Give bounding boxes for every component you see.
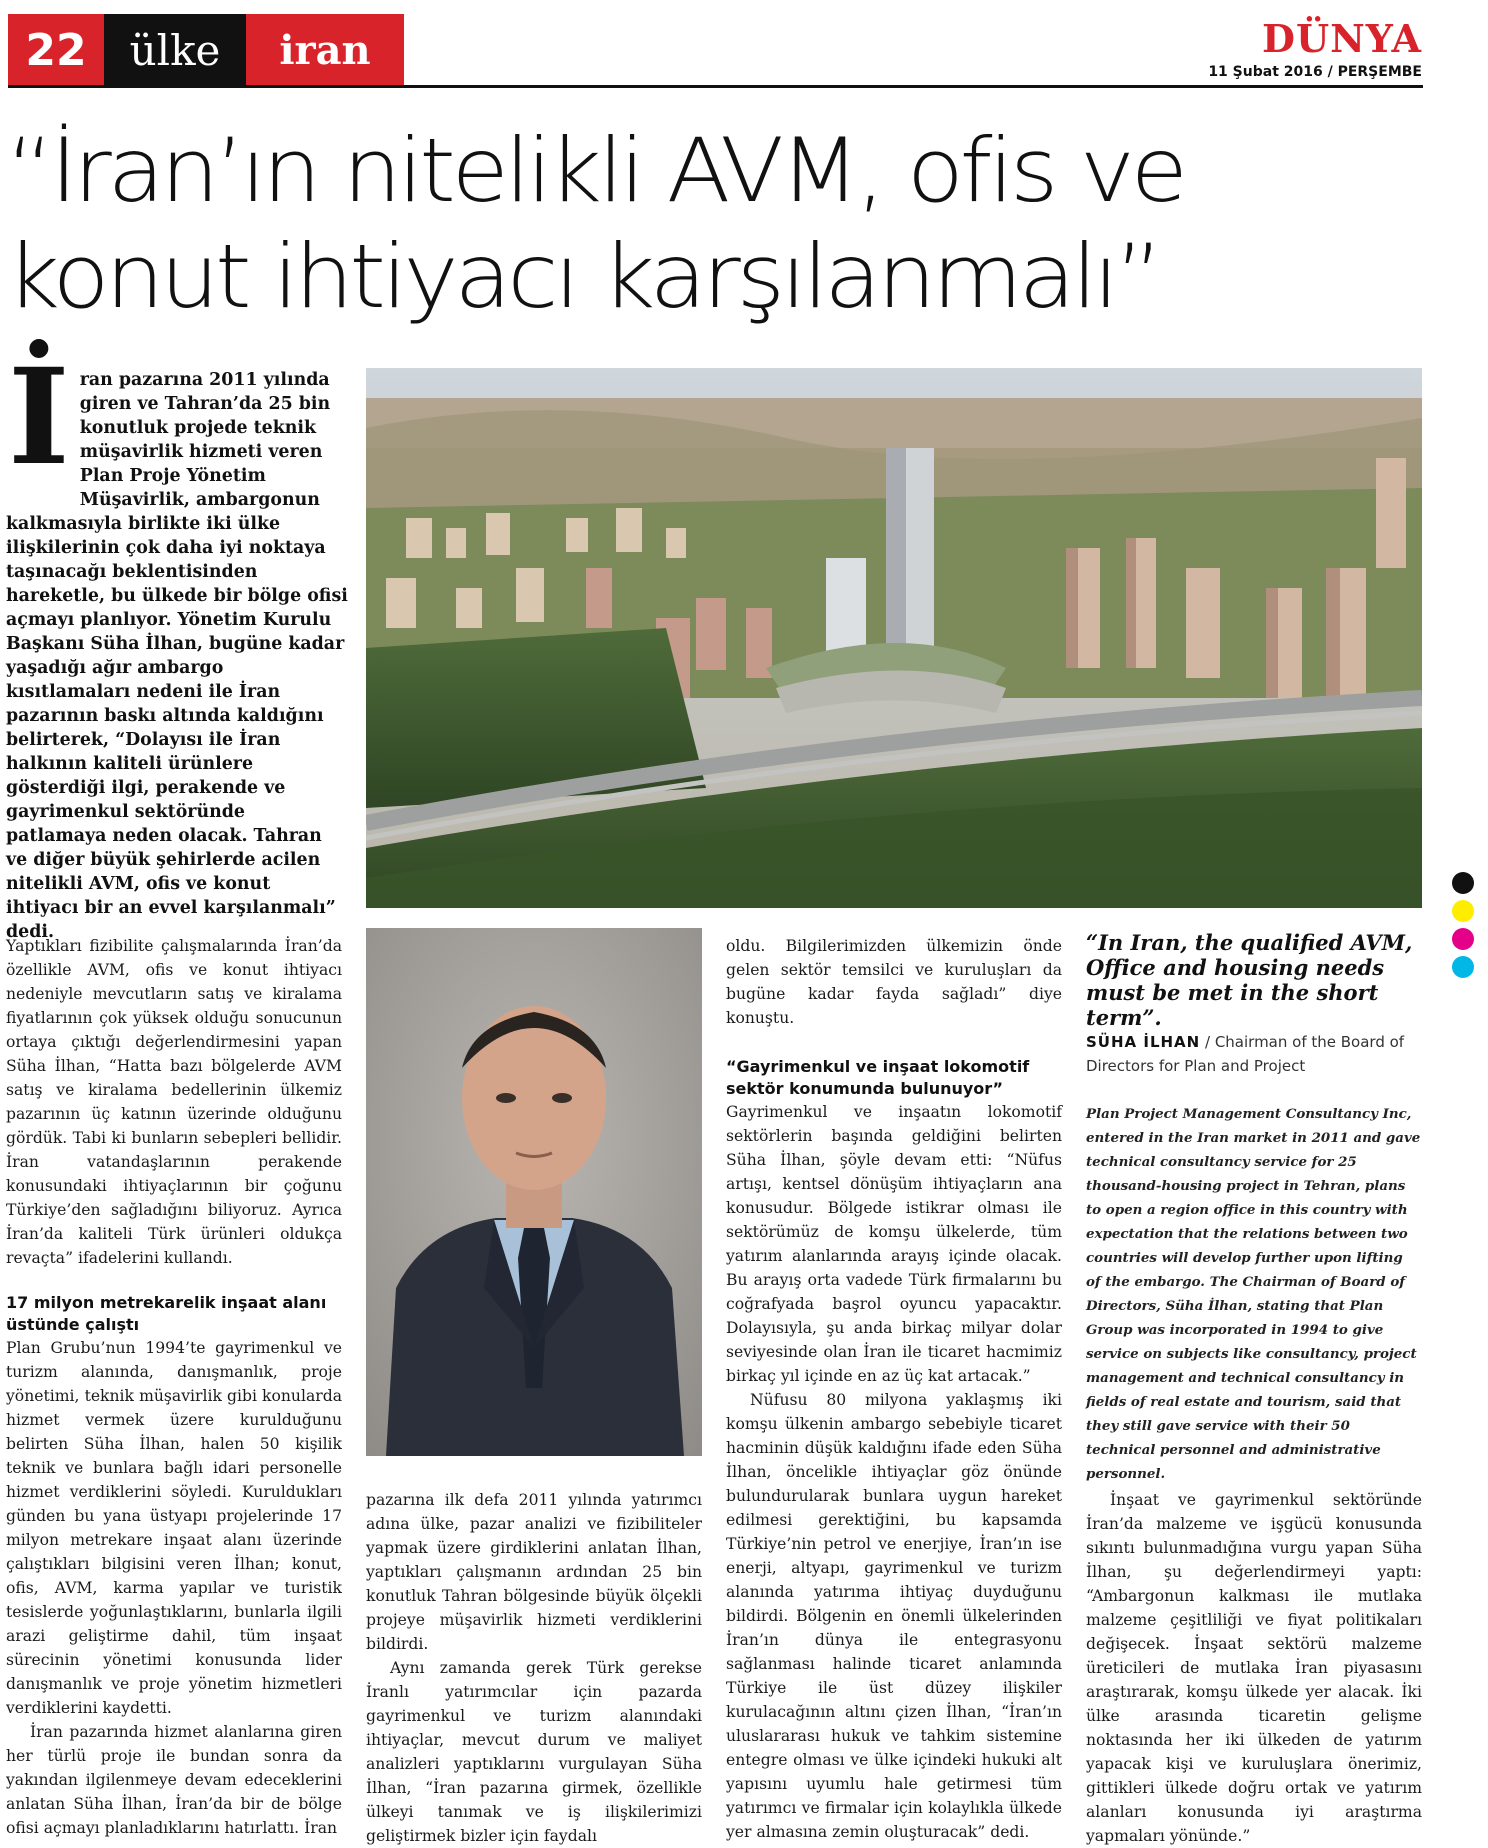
registration-mark-yellow bbox=[1452, 900, 1474, 922]
english-summary: Plan Project Management Consultancy Inc, entered in the Iran market in 2011 and gave technical consultancy service for 25 thousand-housing project in Tehran, plans to open a region office in this country with expectation that the relations between two countries will develop further upon lifting of the embargo. The Chairman of Board of Directors, Süha İlhan, stating that Plan Group was incorporated in 1994 to give service on subjects like consultancy, project management and technical consultancy in fields of real estate and tourism, said that they still gave service with their 50 technical personnel and administrative personnel. bbox=[1086, 1106, 1421, 1482]
registration-mark-black bbox=[1452, 872, 1474, 894]
portrait-illustration bbox=[366, 928, 702, 1456]
drop-cap: İ bbox=[8, 340, 70, 495]
byline-name: SÜHA İLHAN bbox=[1086, 1033, 1201, 1051]
byline-title: / Chairman of the Board of Directors for Plan and Project bbox=[1086, 1033, 1405, 1075]
lead-paragraph bbox=[6, 340, 348, 944]
byline bbox=[1086, 1030, 1422, 1078]
body-column-1 bbox=[6, 934, 342, 1840]
headline-line-1: “İran’ın nitelikli AVM, ofis ve bbox=[6, 119, 1184, 222]
newspaper-logo: DÜNYA bbox=[1261, 16, 1422, 61]
subheading: 17 milyon metrekarelik inşaat alanı üstünde çalıştı bbox=[6, 1293, 327, 1334]
body-paragraph: İnşaat ve gayrimenkul sektöründe İran’da malzeme ve işgücü konusunda sıkıntı bulunmadığına vurgu yapan Süha İlhan, şu değerlendirmeyi yaptı: “Ambargonun kalkması ile mutlaka malzeme çeşitliliği ve fiyat politikaları değişecek. İnşaat sektörü malzeme üreticileri de mutlaka İran piyasasını araştırarak, komşu ülkede yer alacak. İki ülke arasında ticaretin gelişme noktasında her iki ülkeden de yatırım yapacak kişi ve kuruluşlara önerimiz, gittikleri ülkede doğru ortak ve yatırım alanları konusunda iyi araştırma yapmaları yönünde.” bbox=[1086, 1491, 1422, 1845]
section-label: ülke bbox=[104, 14, 246, 86]
pull-quote: “In Iran, the qualified AVM, Office and housing needs must be met in the short term”. bbox=[1086, 930, 1413, 1030]
body-paragraph: pazarına ilk defa 2011 yılında yatırımcı adına ülke, pazar analizi ve fizibiliteler yapmak üzere girdiklerini anlatan İlhan, yaptıkları çalışmanın ardından 25 bin konutluk Tahran bölgesinde büyük ölçekli projeye müşavirlik hizmeti verdiklerini bildirdi. bbox=[366, 1491, 702, 1653]
body-paragraph: oldu. Bilgilerimizden ülkemizin önde gelen sektör temsilci ve kuruluşları da bugüne kadar fayda sağladı” diye konuştu. bbox=[726, 937, 1062, 1027]
issue-date: 11 Şubat 2016 / PERŞEMBE bbox=[1208, 64, 1422, 80]
page-number: 22 bbox=[8, 14, 104, 86]
body-paragraph: Aynı zamanda gerek Türk gerekse İranlı yatırımcılar için pazarda gayrimenkul ve turizm alanındaki ihtiyaçlar, mevcut durum ve maliyet analizleri yaptıklarını vurgulayan Süha İlhan, “İran pazarına girmek, özellikle ülkeyi tanımak ve iş ilişkilerimizi geliştirmek bizler için faydalı bbox=[366, 1659, 702, 1845]
registration-mark-cyan bbox=[1452, 956, 1474, 978]
body-column-2 bbox=[366, 1488, 702, 1848]
body-paragraph: Gayrimenkul ve inşaatın lokomotif sektörlerin başında geldiğini belirten Süha İlhan, şöyle devam etti: “Nüfus artışı, kentsel dönüşüm ihtiyaçların ana konusudur. Bölgede istikrar olması ile sektörümüz de komşu ülkelerde, tüm yatırım alanlarında arayış içinde olacak. Bu arayış orta vadede Türk firmalarını bu coğrafyada başrol oyuncu yapacaktır. Dolayısıyla, şu anda birkaç milyar dolar seviyesinde olan İran ile ticaret hacmimiz birkaç yıl içinde en az üç kat artacak.” bbox=[726, 1103, 1062, 1385]
body-column-4 bbox=[1086, 1488, 1422, 1848]
body-paragraph: İran pazarında hizmet alanlarına giren her türlü proje ile bundan sonra da yakından ilgilenmeye devam edeceklerini anlatan Süha İlhan, İran’da bir de bölge ofisi açmayı planladıklarını hatırlattı. İran bbox=[6, 1723, 342, 1837]
headline-line-2: konut ihtiyacı karşılanmalı” bbox=[6, 225, 1160, 328]
subheading: “Gayrimenkul ve inşaat lokomotif sektör konumunda bulunuyor” bbox=[726, 1057, 1030, 1098]
body-column-3 bbox=[726, 934, 1062, 1844]
subsection-label: iran bbox=[246, 14, 404, 86]
header-rule bbox=[8, 85, 1423, 88]
headline bbox=[6, 118, 1278, 330]
body-paragraph: Plan Grubu’nun 1994’te gayrimenkul ve turizm alanında, danışmanlık, proje yönetimi, teknik müşavirlik gibi konularda hizmet vermek üzere kurulduğunu belirten Süha İlhan, halen 50 kişilik teknik ve bunlara bağlı idari personelle hizmet verdiklerini söyledi. Kuruldukları günden bu yana üstyapı projelerinde 17 milyon metrekare inşaat alanı üzerinde çalıştıkları bilgisini veren İlhan; konut, ofis, AVM, karma yapılar ve turistik tesislerde yoğunlaştıklarını, bunlarla ilgili arazi geliştirme dahil, tüm inşaat sürecinin yönetimi konusunda lider danışmanlık ve proje yönetim hizmetleri verdiklerini kaydetti. bbox=[6, 1339, 342, 1717]
body-paragraph: Yaptıkları fizibilite çalışmalarında İran’da özellikle AVM, ofis ve konut ihtiyacı nedeniyle mevcutların satış ve kiralama fiyatlarının çok yüksek olduğu sonucunun ortaya çıktığı değerlendirmesini yapan Süha İlhan, “Hatta bazı bölgelerde AVM satış ve kiralama bedellerinin ülkemiz pazarının üç katının üzerinde olduğunu gördük. Tabi ki bunların sebepleri bellidir. İran vatandaşlarının perakende konusundaki ihtiyaçlarının bir çoğunu Türkiye’den sağladığını biliyoruz. Ayrıca İran’da kaliteli Türk ürünleri oldukça revaçta” ifadelerini kullandı. bbox=[6, 937, 342, 1267]
lead-text: ran pazarına 2011 yılında giren ve Tahran’da 25 bin konutluk projede teknik müşavirlik hizmeti veren Plan Proje Yönetim Müşavirlik, ambargonun kalkmasıyla birlikte iki ülke ilişkilerinin çok daha iyi noktaya taşınacağı beklentisinden hareketle, bu ülkede bir bölge ofisi açmayı planlıyor. Yönetim Kurulu Başkanı Süha İlhan, bugüne kadar yaşadığı ağır ambargo kısıtlamaları nedeni ile İran pazarının baskı altında kaldığını belirterek, “Dolayısı ile İran halkının kaliteli ürünlere gösterdiği ilgi, perakende ve gayrimenkul sektöründe patlamaya neden olacak. Tahran ve diğer büyük şehirlerde acilen nitelikli AVM, ofis ve konut ihtiyacı bir an evvel karşılanmalı” dedi. bbox=[6, 370, 348, 942]
body-paragraph: Nüfusu 80 milyona yaklaşmış iki komşu ülkenin ambargo sebebiyle ticaret hacminin düşük kaldığını ifade eden Süha İlhan, öncelikle ihtiyaçlar göz önünde bulundurularak bunlara uygun hareket edilmesi gerektiğini, bu kapsamda Türkiye’nin petrol ve enerjiye, İran’ın ise enerji, altyapı, gayrimenkul ve turizm alanında yatırıma ihtiyaç duyduğunu bildirdi. Bölgenin en önemli ülkelerinden İran’ın dünya ile entegrasyonu sağlanması halinde ticaret anlamında Türkiye ile üst düzey ilişkiler kurulacağının altını çizen İlhan, “İran’ın uluslararası hukuk ve tahkim sistemine entegre olması ve ülke içindeki hukuki alt yapısını uyumlu hale getirmesi tüm yatırımcı ve firmalar için kolaylıkla ülkede yer almasına zemin oluşturacak” dedi. bbox=[726, 1391, 1062, 1841]
aerial-city-illustration bbox=[366, 368, 1422, 908]
portrait-photo-suha-ilhan bbox=[366, 928, 702, 1456]
registration-mark-magenta bbox=[1452, 928, 1474, 950]
aerial-city-photo bbox=[366, 368, 1422, 908]
